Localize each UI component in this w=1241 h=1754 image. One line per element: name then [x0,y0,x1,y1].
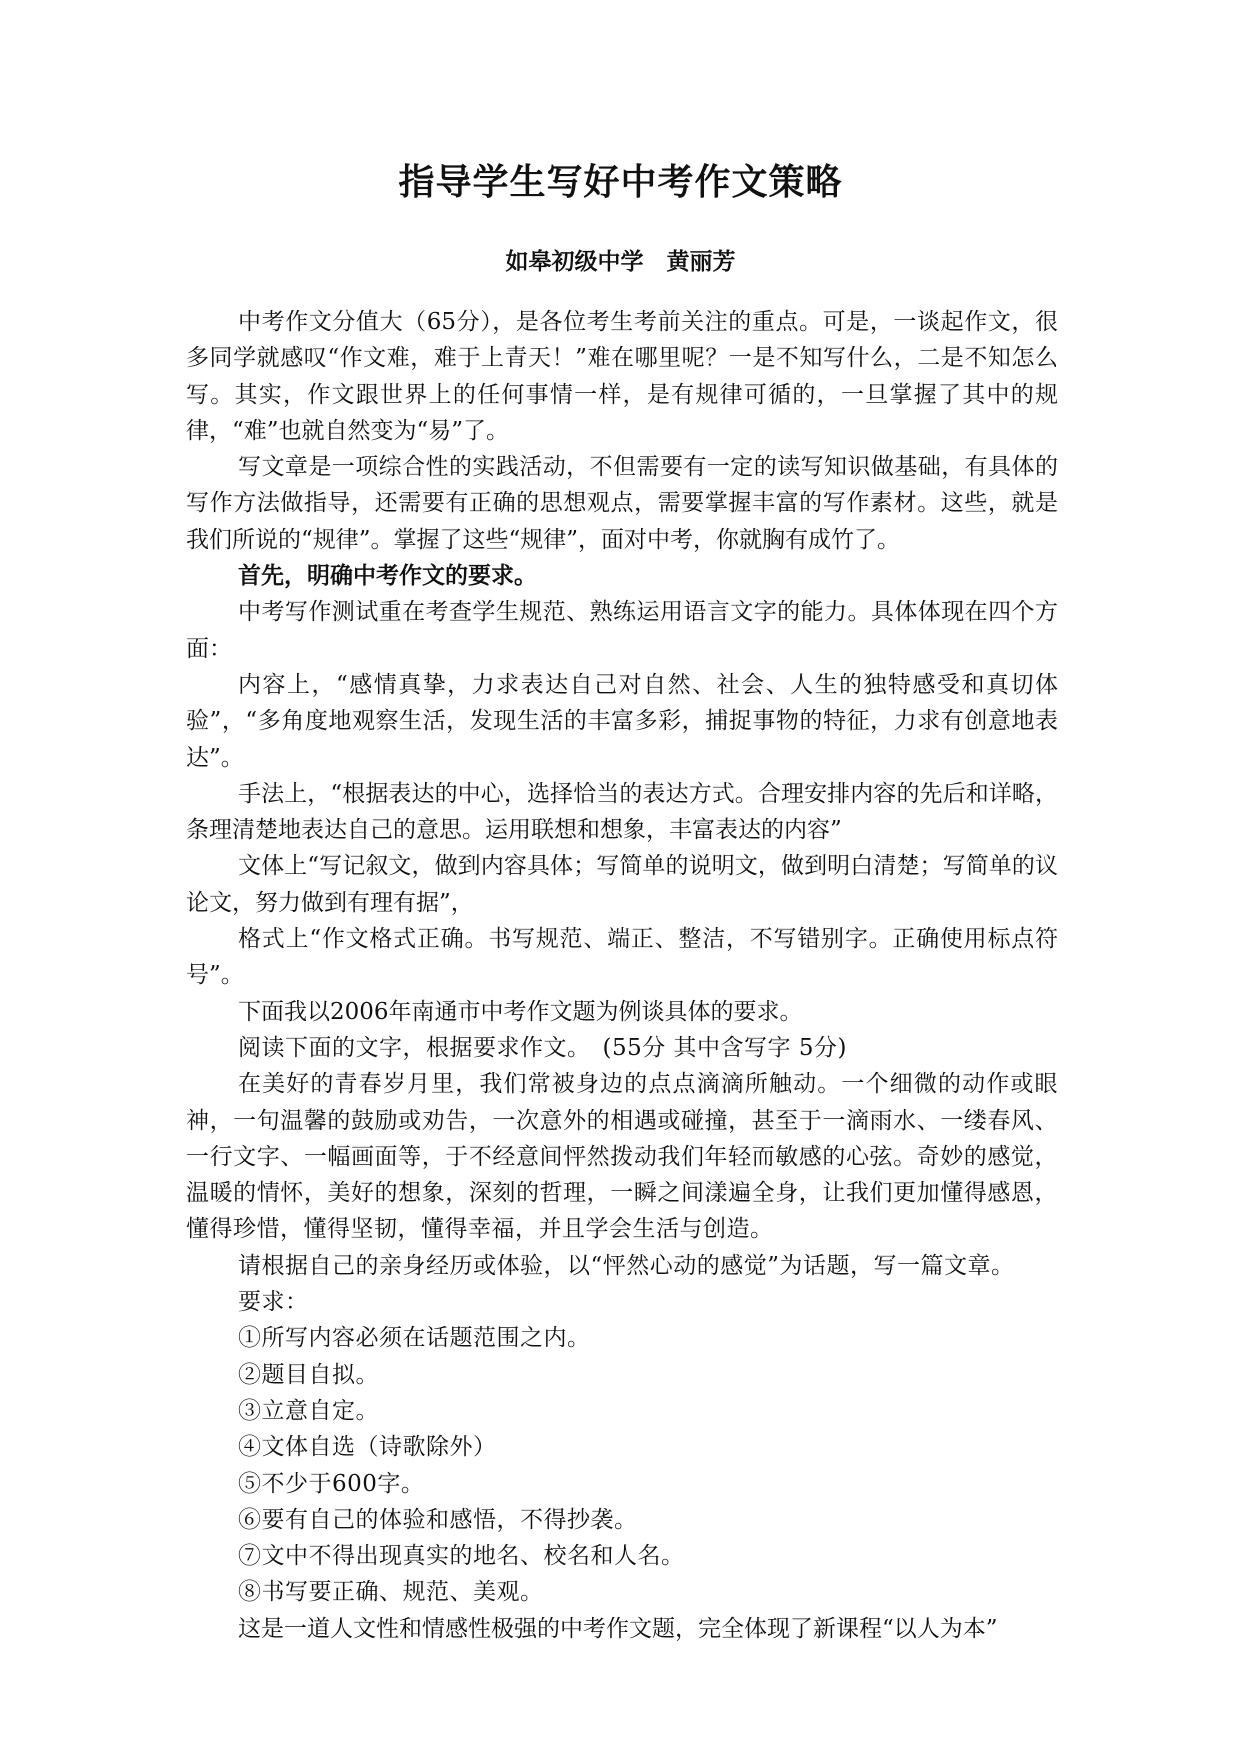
document-title: 指导学生写好中考作文策略 [398,162,843,203]
aspect-format: 格式上“作文格式正确。书写规范、端正、整洁，不写错别字。正确使用标点符号”。 [186,926,1058,989]
requirement-item: ⑧书写要正确、规范、美观。 [238,1579,544,1606]
example-intro: 下面我以2006年南通市中考作文题为例谈具体的要求。 [238,998,803,1025]
requirements-intro: 中考写作测试重在考查学生规范、熟练运用语言文字的能力。具体体现在四个方面： [186,599,1058,662]
requirement-item: ②题目自拟。 [238,1361,379,1388]
requirement-item: ⑦文中不得出现真实的地名、校名和人名。 [238,1543,685,1570]
aspect-technique: 手法上，“根据表达的中心，选择恰当的表达方式。合理安排内容的先后和详略，条理清楚地表达自己的意思。运用联想和想象，丰富表达的内容” [186,780,1058,844]
aspect-genre: 文体上“写记叙文，做到内容具体；写简单的说明文，做到明白清楚；写简单的议论文，努力做到有理有据”， [186,853,1058,916]
prompt-task: 请根据自己的亲身经历或体验，以“怦然心动的感觉”为话题，写一篇文章。 [238,1252,1015,1279]
requirement-item: ③立意自定。 [238,1397,379,1424]
requirement-item: ⑥要有自己的体验和感悟，不得抄袭。 [238,1506,638,1533]
requirements-list [186,1320,1058,1610]
prompt-requirements-label: 要求： [238,1289,309,1316]
aspect-content: 内容上，“感情真挚，力求表达自己对自然、社会、人生的独特感受和真切体验”，“多角度地观察生活，发现生活的丰富多彩，捕捉事物的特征，力求有创意地表达”。 [186,671,1058,771]
prompt-passage: 在美好的青春岁月里，我们常被身边的点点滴滴所触动。一个细微的动作或眼神，一句温馨的鼓励或劝告，一次意外的相遇或碰撞，甚至于一滴雨水、一缕春风、一行文字、一幅画面等，于不经意间怦然拨动我们年轻而敏感的心弦。奇妙的感觉，温暖的情怀，美好的想象，深刻的哲理，一瞬之间漾遍全身，让我们更加懂得感恩，懂得珍惜，懂得坚韧，懂得幸福，并且学会生活与创造。 [186,1071,1058,1243]
requirement-item: ①所写内容必须在话题范围之内。 [238,1325,591,1352]
prompt-instruction: 阅读下面的文字，根据要求作文。 (55分 其中含写字 5分) [238,1034,847,1061]
requirement-item: ④文体自选（诗歌除外） [238,1434,497,1461]
section-heading: 首先，明确中考作文的要求。 [238,563,537,590]
intro-paragraph-1: 中考作文分值大（65分），是各位考生考前关注的重点。可是，一谈起作文，很多同学就感叹“作文难，难于上青天！”难在哪里呢？一是不知写什么，二是不知怎么写。其实，作文跟世界上的任何事情一样，是有规律可循的，一旦掌握了其中的规律，“难”也就自然变为“易”了。 [186,309,1058,444]
document-author: 如皋初级中学 黄丽芳 [505,248,736,275]
intro-paragraph-2: 写文章是一项综合性的实践活动，不但需要有一定的读写知识做基础，有具体的写作方法做指导，还需要有正确的思想观点，需要掌握丰富的写作素材。这些，就是我们所说的“规律”。掌握了这些“规律”，面对中考，你就胸有成竹了。 [186,454,1058,553]
document-body [186,304,1058,1647]
closing-paragraph: 这是一道人文性和情感性极强的中考作文题，完全体现了新课程“以人为本” [238,1615,998,1642]
requirement-item: ⑤不少于600字。 [238,1470,425,1497]
